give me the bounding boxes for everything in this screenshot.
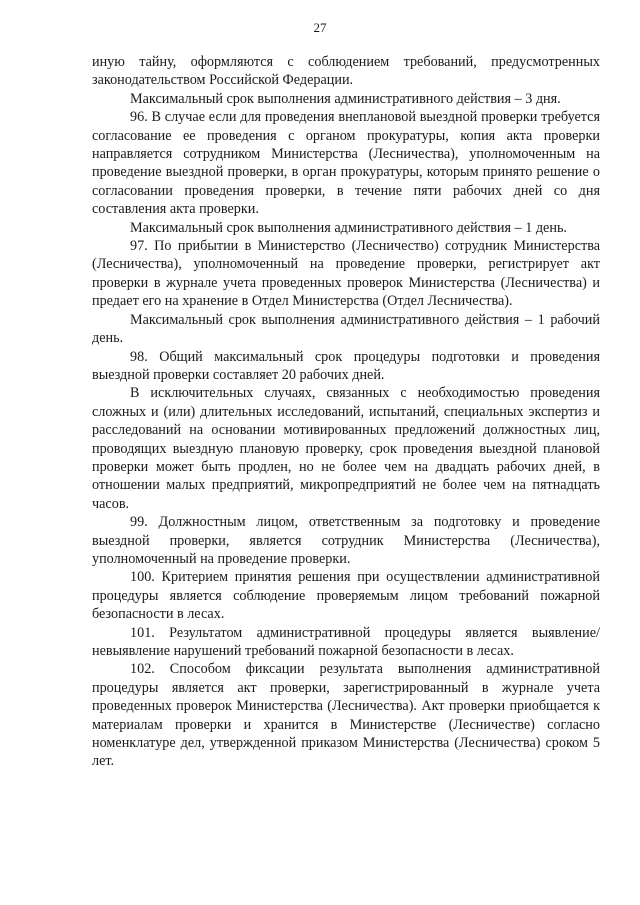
paragraph-continuation: иную тайну, оформляются с соблюдением требований, предусмотренных законодательством Российской Федерации. [92,54,600,89]
paragraph-102: 102. Способом фиксации результата выполнения административной процедуры является акт проверки, зарегистрированный в журнале учета проведенных проверок Министерства (Лесничества). Акт проверки приобщается к материалам проверки и хранится в Министерстве (Лесничестве) согласно номенклатуре дел, утвержденной приказом Министерства (Лесничества) сроком 5 лет. [92,661,600,770]
paragraph-deadline-3-days: Максимальный срок выполнения административного действия – 3 дня. [130,90,561,107]
paragraph-deadline-1-day: Максимальный срок выполнения административного действия – 1 день. [130,219,567,236]
paragraph-97: 97. По прибытии в Министерство (Лесничество) сотрудник Министерства (Лесничества), уполномоченный на проведение проверки, регистрирует акт проверки в журнале учета проведенных проверок Министерства (Лесничества) и предает его на хранение в Отдел Министерства (Отдел Лесничества). [92,238,600,310]
paragraph-exceptional-cases: В исключительных случаях, связанных с необходимостью проведения сложных и (или) длительных исследований, испытаний, специальных экспертиз и расследований на основании мотивированных предложений должностных лиц, проводящих выездную плановую проверку, срок проведения выездной плановой проверки может быть продлен, но не более чем на двадцать рабочих дней, в отношении малых предприятий, микропредприятий не более чем на пятнадцать часов. [92,385,600,512]
paragraph-96: 96. В случае если для проведения внеплановой выездной проверки требуется согласование ее проведения с органом прокуратуры, копия акта проверки направляется сотрудником Министерства (Лесничества), уполномоченным на проведение выездной проверки, в орган прокуратуры, которым принято решение о согласовании проведения проверки, в течение пяти рабочих дней со дня составления акта проверки. [92,109,600,218]
paragraph-100: 100. Критерием принятия решения при осуществлении административной процедуры является соблюдение проверяемым лицом требований пожарной безопасности в лесах. [92,569,600,623]
paragraph-99: 99. Должностным лицом, ответственным за подготовку и проведение выездной проверки, является сотрудник Министерства (Лесничества), уполномоченный на проведение проверки. [92,514,600,567]
page-number: 27 [313,20,327,35]
document-body [92,53,600,771]
paragraph-98: 98. Общий максимальный срок процедуры подготовки и проведения выездной проверки составляет 20 рабочих дней. [92,348,600,383]
paragraph-deadline-1-working-day: Максимальный срок выполнения административного действия – 1 рабочий день. [92,311,600,347]
paragraph-101: 101. Результатом административной процедуры является выявление/ невыявление нарушений требований пожарной безопасности в лесах. [92,624,600,659]
